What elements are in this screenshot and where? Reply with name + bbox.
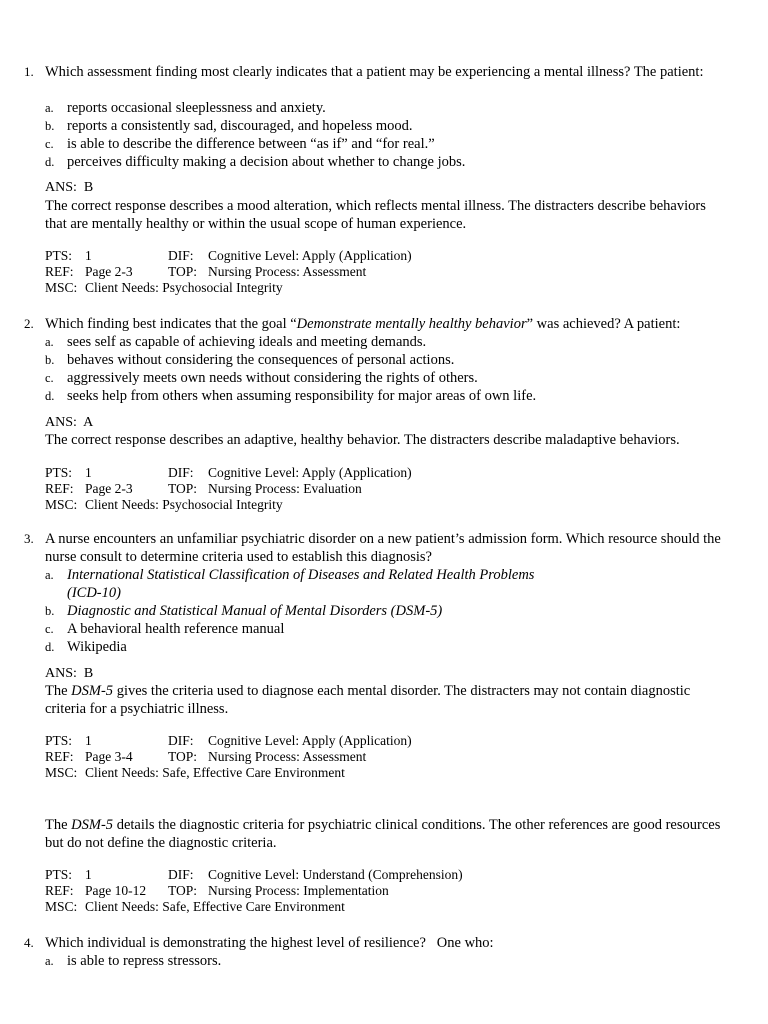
metadata-block xyxy=(45,248,645,296)
top-value: Nursing Process: Evaluation xyxy=(208,481,362,496)
option-letter: c. xyxy=(45,137,54,151)
answer-label: ANS: xyxy=(45,666,77,681)
dif-value: Cognitive Level: Apply (Application) xyxy=(208,733,412,748)
option-letter: b. xyxy=(45,604,55,618)
answer-line xyxy=(45,665,93,683)
option-c[interactable] xyxy=(45,620,725,638)
rationale-text: details the diagnostic criteria for psychiatric clinical conditions. The other references are good resources but do not define the diagnostic criteria. xyxy=(45,817,721,851)
dif-label: DIF: xyxy=(168,465,194,480)
top-value: Nursing Process: Assessment xyxy=(208,749,367,764)
question-number: 2. xyxy=(24,316,34,331)
dif-label: DIF: xyxy=(168,733,194,748)
option-letter: d. xyxy=(45,640,55,654)
option-a[interactable] xyxy=(45,566,725,602)
question-stem: A nurse encounters an unfamiliar psychiatric disorder on a new patient’s admission form. Which resource should the nurse consult to determine criteria used to establish this diagnosis? xyxy=(45,531,721,565)
answer-value: B xyxy=(83,180,94,195)
msc-label: MSC: xyxy=(45,280,78,295)
option-c[interactable] xyxy=(45,369,725,387)
option-list xyxy=(45,566,725,656)
msc-label: MSC: xyxy=(45,899,78,914)
option-b[interactable] xyxy=(45,602,725,620)
option-list xyxy=(45,99,725,171)
option-letter: b. xyxy=(45,119,55,133)
option-letter: a. xyxy=(45,568,54,582)
ref-label: REF: xyxy=(45,749,74,764)
ref-label: REF: xyxy=(45,883,74,898)
pts-value: 1 xyxy=(85,867,92,882)
option-text: Diagnostic and Statistical Manual of Mental Disorders (DSM-5) xyxy=(67,603,443,619)
rationale xyxy=(45,682,725,718)
dif-value: Cognitive Level: Understand (Comprehension) xyxy=(208,867,463,882)
option-a[interactable] xyxy=(45,99,725,117)
option-letter: b. xyxy=(45,353,55,367)
dif-label: DIF: xyxy=(168,867,194,882)
option-text-line: (ICD-10) xyxy=(67,585,121,601)
option-text: perceives difficulty making a decision about whether to change jobs. xyxy=(67,154,466,170)
option-a[interactable] xyxy=(45,333,725,351)
option-text: aggressively meets own needs without considering the rights of others. xyxy=(67,370,478,386)
option-text: reports occasional sleeplessness and anxiety. xyxy=(67,100,326,116)
rationale: The correct response describes an adaptive, healthy behavior. The distracters describe maladaptive behaviors. xyxy=(45,432,680,448)
option-text xyxy=(67,566,567,602)
msc-value: Client Needs: Psychosocial Integrity xyxy=(85,280,283,295)
rationale-emphasis: DSM-5 xyxy=(71,817,114,833)
option-d[interactable] xyxy=(45,387,725,405)
ref-value: Page 2-3 xyxy=(85,481,133,496)
option-letter: d. xyxy=(45,389,55,403)
option-text: sees self as capable of achieving ideals and meeting demands. xyxy=(67,334,427,350)
option-text: Wikipedia xyxy=(67,639,127,655)
option-a[interactable] xyxy=(45,952,725,970)
question-number: 1. xyxy=(24,64,34,79)
stem-text: ” was achieved? A patient: xyxy=(526,316,681,332)
question-number: 4. xyxy=(24,935,34,950)
rationale-emphasis: DSM-5 xyxy=(71,683,114,699)
option-text-line: International Statistical Classification of Diseases and Related Health Problems xyxy=(67,567,535,583)
rationale-text: The xyxy=(45,817,72,833)
question-stem: Which assessment finding most clearly indicates that a patient may be experiencing a mental illness? The patient: xyxy=(45,64,704,80)
top-label: TOP: xyxy=(168,481,198,496)
dif-value: Cognitive Level: Apply (Application) xyxy=(208,465,412,480)
option-text: reports a consistently sad, discouraged, and hopeless mood. xyxy=(67,118,413,134)
option-d[interactable] xyxy=(45,638,725,656)
top-value: Nursing Process: Implementation xyxy=(208,883,389,898)
option-b[interactable] xyxy=(45,351,725,369)
ref-label: REF: xyxy=(45,264,74,279)
ref-label: REF: xyxy=(45,481,74,496)
option-text: is able to repress stressors. xyxy=(67,953,222,969)
pts-value: 1 xyxy=(85,733,92,748)
pts-label: PTS: xyxy=(45,248,73,263)
msc-value: Client Needs: Safe, Effective Care Environment xyxy=(85,899,345,914)
option-b[interactable] xyxy=(45,117,725,135)
option-text: A behavioral health reference manual xyxy=(67,621,285,637)
option-letter: d. xyxy=(45,155,55,169)
rationale-text: gives the criteria used to diagnose each mental disorder. The distracters may not contain diagnostic criteria for a psychiatric illness. xyxy=(45,683,691,717)
metadata-block xyxy=(45,733,645,781)
top-label: TOP: xyxy=(168,749,198,764)
msc-label: MSC: xyxy=(45,497,78,512)
top-label: TOP: xyxy=(168,883,198,898)
option-letter: a. xyxy=(45,101,54,115)
rationale-text: The xyxy=(45,683,72,699)
msc-label: MSC: xyxy=(45,765,78,780)
pts-value: 1 xyxy=(85,248,92,263)
question-stem: Which individual is demonstrating the highest level of resilience? One who: xyxy=(45,935,494,951)
answer-line xyxy=(45,179,93,197)
metadata-block xyxy=(45,465,645,513)
dif-label: DIF: xyxy=(168,248,194,263)
option-c[interactable] xyxy=(45,135,725,153)
option-letter: c. xyxy=(45,371,54,385)
goal-text: Demonstrate mentally healthy behavior xyxy=(296,316,527,332)
option-list xyxy=(45,333,725,405)
option-text: seeks help from others when assuming responsibility for major areas of own life. xyxy=(67,388,537,404)
option-text: is able to describe the difference between “as if” and “for real.” xyxy=(67,136,435,152)
answer-line xyxy=(45,414,93,432)
ref-value: Page 10-12 xyxy=(85,883,147,898)
question-number: 3. xyxy=(24,531,34,546)
rationale: The correct response describes a mood alteration, which reflects mental illness. The distracters describe behaviors that are mentally healthy or within the usual scope of human experience. xyxy=(45,198,706,232)
top-label: TOP: xyxy=(168,264,198,279)
option-letter: a. xyxy=(45,335,54,349)
option-letter: a. xyxy=(45,954,54,968)
msc-value: Client Needs: Safe, Effective Care Environment xyxy=(85,765,345,780)
pts-label: PTS: xyxy=(45,733,73,748)
ref-value: Page 2-3 xyxy=(85,264,133,279)
rationale xyxy=(45,816,725,852)
pts-label: PTS: xyxy=(45,465,73,480)
metadata-block xyxy=(45,867,645,915)
answer-label: ANS: xyxy=(45,180,77,195)
option-list xyxy=(45,952,725,970)
top-value: Nursing Process: Assessment xyxy=(208,264,367,279)
pts-label: PTS: xyxy=(45,867,73,882)
question-stem xyxy=(45,315,725,333)
msc-value: Client Needs: Psychosocial Integrity xyxy=(85,497,283,512)
option-letter: c. xyxy=(45,622,54,636)
pts-value: 1 xyxy=(85,465,92,480)
answer-label: ANS: xyxy=(45,415,77,430)
stem-text: Which finding best indicates that the goal “ xyxy=(45,316,297,332)
ref-value: Page 3-4 xyxy=(85,749,133,764)
answer-value: A xyxy=(83,415,94,430)
dif-value: Cognitive Level: Apply (Application) xyxy=(208,248,412,263)
answer-value: B xyxy=(83,666,94,681)
option-d[interactable] xyxy=(45,153,725,171)
option-text: behaves without considering the consequences of personal actions. xyxy=(67,352,455,368)
